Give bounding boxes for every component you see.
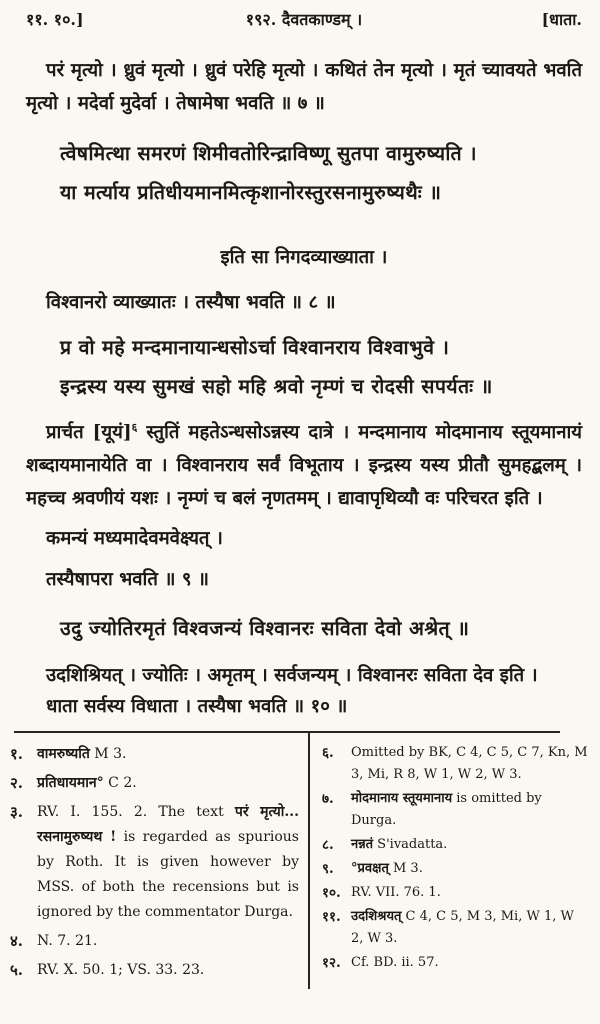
footnote-text	[351, 742, 588, 786]
apparatus-note: is regarded as spurious by Roth. It is given however by MSS. of both the recensions but is ignored by the commentator Durga.	[37, 829, 299, 920]
variant-reading: नन्नतं	[351, 837, 374, 852]
citation: N. 7. 21.	[37, 933, 98, 949]
commentary-text: प्रार्चत [यूयं]	[46, 422, 132, 443]
footnote-number: १.	[10, 745, 24, 763]
footnotes-right-column	[308, 733, 588, 989]
footnote-text	[351, 952, 588, 974]
footnote-6	[322, 742, 588, 786]
variant-reading: परं मृत्यो... रसनामुरुष्यथ !	[37, 804, 299, 845]
citation: Cf. BD. ii. 57.	[351, 955, 439, 970]
page-number-and-title: १९२. दैवतकाण्डम् ।	[245, 10, 363, 29]
verse-line: त्वेषमित्था समरणं शिमीवतोरिन्द्राविष्णू सुतपा वामुरुष्यति ।	[60, 142, 477, 165]
variant-reading: उदशिश्रयत्	[351, 909, 402, 924]
footnote-number: ६.	[322, 745, 334, 761]
footnote-2	[10, 771, 299, 796]
apparatus-sigla: C 2.	[103, 775, 137, 791]
citation: RV. VII. 76. 1.	[351, 885, 441, 900]
footnote-3	[10, 800, 299, 925]
footnote-text	[351, 906, 588, 950]
verse-line: इन्द्रस्य यस्य सुमखं सहो महि श्रवो नृम्णं च रोदसी सपर्यतः ॥	[60, 375, 493, 398]
footnote-text	[37, 929, 299, 954]
footnote-text	[351, 788, 588, 832]
footnote-reference-6: ६	[131, 420, 138, 434]
apparatus-sigla: M 3.	[388, 861, 423, 876]
footnote-number: २.	[10, 774, 24, 792]
commentary-paragraph	[26, 416, 582, 515]
verse-quotation-1	[60, 134, 582, 212]
variant-reading: प्रतिधायमान°	[37, 775, 104, 791]
dhata-line: धाता सर्वस्य विधाता । तस्यैषा भवति ॥ १० ॥	[46, 696, 348, 717]
verse-line: या मर्त्याय प्रतिधीयमानमित्कृशानोरस्तुरसनामुरुष्यथैः ॥	[60, 181, 442, 204]
footnote-number: ९.	[322, 861, 334, 877]
header-section-ref: ११. १०.]	[26, 10, 84, 29]
udashishriyat-line: उदशिश्रियत् । ज्योतिः । अमृतम् । सर्वजन्यम् । विश्वानरः सविता देव इति ।	[46, 665, 538, 686]
footnote-text	[37, 800, 299, 925]
footnote-5	[10, 958, 299, 983]
footnote-number: ४.	[10, 932, 24, 950]
footnote-number: ३.	[10, 803, 24, 821]
footnotes-left-column	[10, 733, 308, 989]
footnote-number: ५.	[10, 961, 24, 979]
verse-quotation-3	[60, 609, 582, 648]
footnote-7	[322, 788, 588, 832]
footnote-number: ८.	[322, 837, 334, 853]
variant-reading: °प्रवक्षत्	[351, 861, 389, 876]
footnote-number: ७.	[322, 791, 334, 807]
apparatus-sigla: C 4, C 5, M 3, Mi, W 1, W 2, W 3.	[351, 909, 574, 946]
apparatus-note: RV. I. 155. 2. The text	[37, 804, 235, 820]
footnote-8	[322, 834, 588, 856]
footnote-11	[322, 906, 588, 950]
footnote-1	[10, 742, 299, 767]
commentary-text: स्तुतिं महतेऽन्धसोऽन्नस्य दात्रे । मन्दमानाय मोदमानाय स्तूयमानायं शब्दायमानायेति वा । विश्वानराय सर्वं विभूताय । इन्द्रस्य यस्य प्रीतौ सुमहद्बलम् । महच्च श्रवणीयं यशः । नृम्णं च बलं नृणतमम् । द्यावापृथिव्यौ वः परिचरत इति ।	[26, 422, 582, 509]
sutra-paragraph-7: परं मृत्यो । ध्रुवं मृत्यो । ध्रुवं परेहि मृत्यो । कथितं तेन मृत्यो । मृतं च्यावयते भवति मृत्यो । मदेर्वा मुदेर्वा । तेषामेषा भवति ॥ ७ ॥	[26, 60, 582, 114]
footnotes-section	[10, 733, 588, 989]
running-header	[26, 8, 582, 32]
apparatus-sigla: M 3.	[89, 746, 127, 762]
verse-line: प्र वो महे मन्दमानायान्धसोऽर्चा विश्वानराय विश्वाभुवे ।	[60, 336, 450, 359]
variant-reading: वामरुष्यति	[37, 746, 90, 762]
tasyaisha-line: तस्यैषापरा भवति ॥ ९ ॥	[46, 569, 209, 590]
footnote-text	[37, 742, 299, 767]
variant-reading: मोदमानाय स्तूयमानाय	[351, 791, 453, 806]
footnote-4	[10, 929, 299, 954]
footnote-text	[351, 882, 588, 904]
footnote-number: १०.	[322, 885, 341, 901]
footnote-text	[351, 858, 588, 880]
kamanya-line: कमन्यं मध्यमादेवमवेक्ष्यत् ।	[46, 528, 223, 549]
footnote-number: १२.	[322, 955, 341, 971]
vishvanara-line: विश्वानरो व्याख्यातः । तस्यैषा भवति ॥ ८ ॥	[46, 292, 336, 313]
apparatus-note: is omitted by Durga.	[351, 791, 542, 828]
apparatus-sigla: S'ivadatta.	[373, 837, 448, 852]
apparatus-note: Omitted by BK, C 4, C 5, C 7, Kn, M 3, Mi, R 8, W 1, W 2, W 3.	[351, 745, 588, 782]
footnote-9	[322, 858, 588, 880]
footnote-number: ११.	[322, 909, 341, 925]
footnote-12	[322, 952, 588, 974]
citation: RV. X. 50. 1; VS. 33. 23.	[37, 962, 205, 978]
verse-line: उदु ज्योतिरमृतं विश्वजन्यं विश्वानरः सविता देवो अश्रेत् ॥	[60, 617, 470, 640]
footnote-text	[37, 958, 299, 983]
footnote-text	[37, 771, 299, 796]
header-catchword: [धाता.	[541, 10, 582, 29]
verse-quotation-2	[60, 328, 582, 406]
nigada-line: इति सा निगदव्याख्याता ।	[220, 247, 388, 268]
footnote-10	[322, 882, 588, 904]
footnote-text	[351, 834, 588, 856]
